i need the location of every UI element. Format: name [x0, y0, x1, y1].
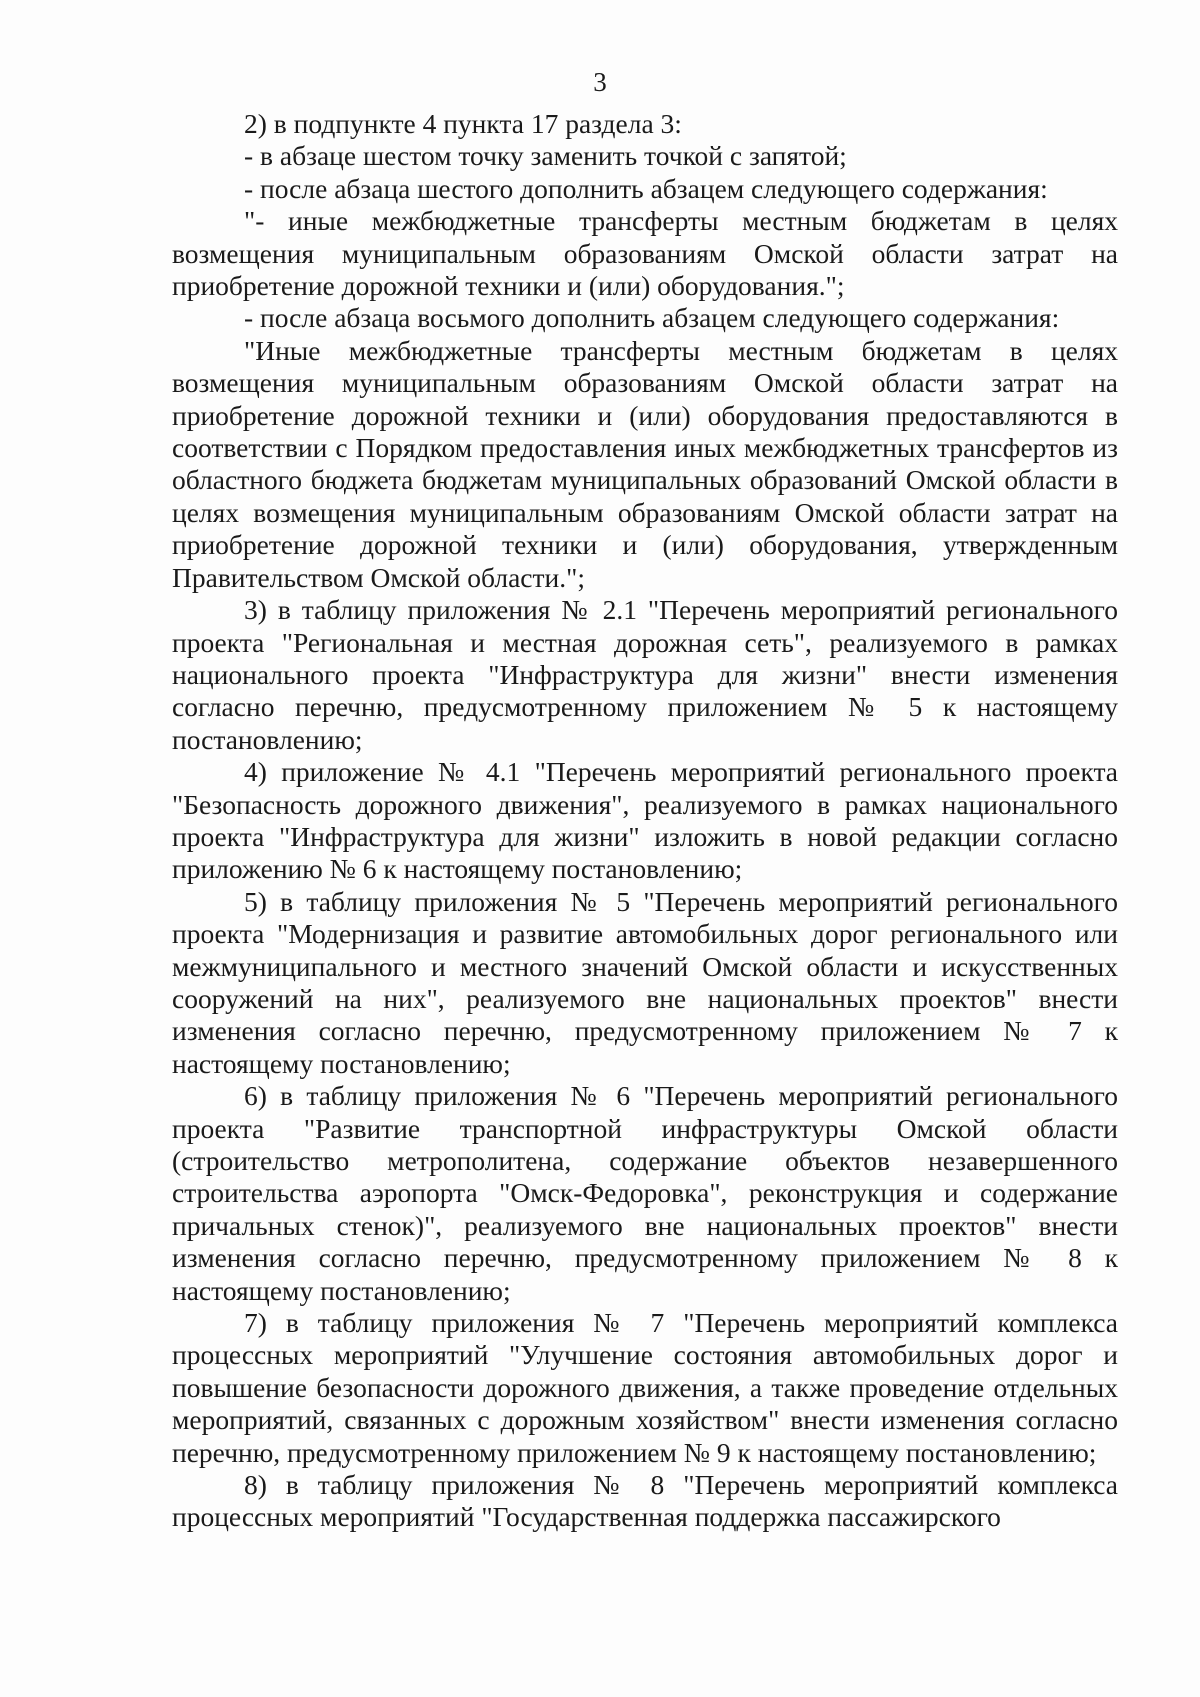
paragraph-amendment-4: 4) приложение № 4.1 "Перечень мероприятий регионального проекта "Безопасность дорожного движения", реализуемого в рамках национального проекта "Инфраструктура для жизни" изложить в новой редакции согласно приложению № 6 к настоящему постановлению;	[172, 756, 1118, 885]
paragraph-sixth-abzac-change: - в абзаце шестом точку заменить точкой с запятой;	[244, 140, 847, 172]
paragraph-after-sixth-abzac: - после абзаца шестого дополнить абзацем следующего содержания:	[244, 172, 1048, 204]
paragraph-quoted-new-abzac: "- иные межбюджетные трансферты местным бюджетам в целях возмещения муниципальным образованиям Омской области затрат на приобретение дорожной техники и (или) оборудования.";	[172, 205, 1118, 302]
paragraph-after-eighth-abzac: - после абзаца восьмого дополнить абзацем следующего содержания:	[244, 302, 1060, 334]
paragraph-amendment-5: 5) в таблицу приложения № 5 "Перечень мероприятий регионального проекта "Модернизация и развитие автомобильных дорог регионального или межмуниципального и местного значений Омской области и искусственных сооружений на них", реализуемого вне национальных проектов" внести изменения согласно перечню, предусмотренному приложением № 7 к настоящему постановлению;	[172, 885, 1118, 1079]
page-number: 3	[593, 67, 607, 97]
paragraph-quoted-transfers: "Иные межбюджетные трансферты местным бюджетам в целях возмещения муниципальным образованиям Омской области затрат на приобретение дорожной техники и (или) оборудования предоставляются в соответствии с Порядком предоставления иных межбюджетных трансфертов из областного бюджета бюджетам муниципальных образований Омской области в целях возмещения муниципальным образованиям Омской области затрат на приобретение дорожной техники и (или) оборудования, утвержденным Правительством Омской области.";	[172, 334, 1118, 593]
document-body	[172, 108, 1118, 1534]
paragraph-amendment-8: 8) в таблицу приложения № 8 "Перечень мероприятий комплекса процессных мероприятий "Государственная поддержка пассажирского	[172, 1469, 1118, 1533]
paragraph-amendment-3: 3) в таблицу приложения № 2.1 "Перечень мероприятий регионального проекта "Региональная и местная дорожная сеть", реализуемого в рамках национального проекта "Инфраструктура для жизни" внести изменения согласно перечню, предусмотренному приложением № 5 к настоящему постановлению;	[172, 594, 1118, 755]
paragraph-amendment-6: 6) в таблицу приложения № 6 "Перечень мероприятий регионального проекта "Развитие транспортной инфраструктуры Омской области (строительство метрополитена, содержание объектов незавершенного строительства аэропорта "Омск-Федоровка", реконструкция и содержание причальных стенок)", реализуемого вне национальных проектов" внести изменения согласно перечню, предусмотренному приложением № 8 к настоящему постановлению;	[172, 1080, 1118, 1306]
paragraph-amendment-2: 2) в подпункте 4 пункта 17 раздела 3:	[244, 108, 682, 139]
paragraph-amendment-7: 7) в таблицу приложения № 7 "Перечень мероприятий комплекса процессных мероприятий "Улучшение состояния автомобильных дорог и повышение безопасности дорожного движения, а также проведение отдельных мероприятий, связанных с дорожным хозяйством" внести изменения согласно перечню, предусмотренному приложением № 9 к настоящему постановлению;	[172, 1307, 1118, 1468]
